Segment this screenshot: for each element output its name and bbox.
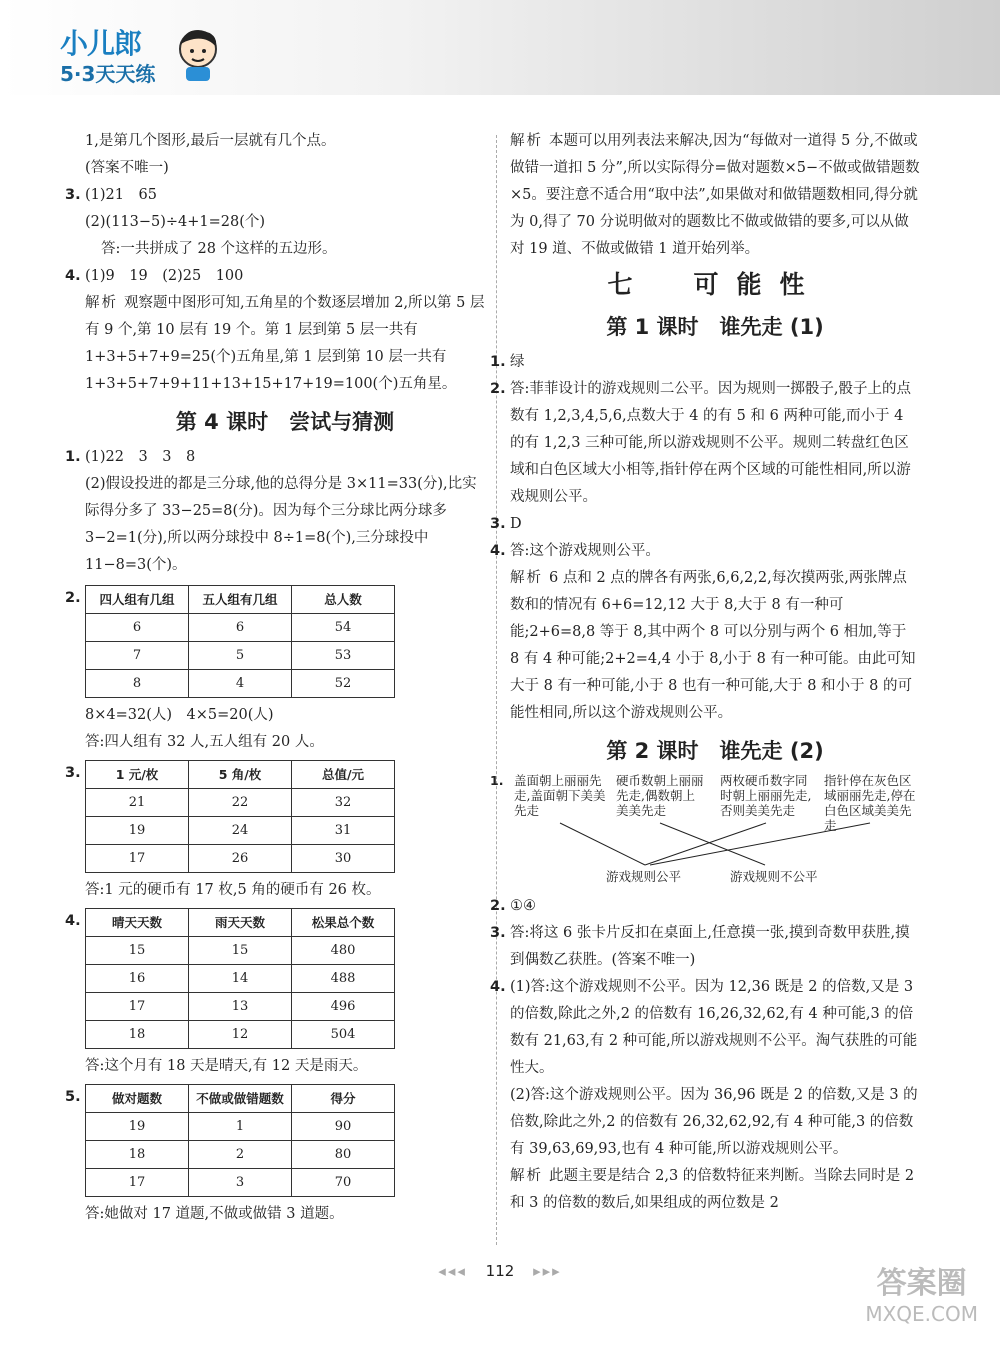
question-4 xyxy=(490,538,920,565)
table-header: 5 角/枚 xyxy=(189,761,292,789)
answer-text: 8×4=32(人) 4×5=20(人) xyxy=(85,707,274,723)
question-number: 4. xyxy=(65,268,81,284)
answer-text: 答:一共拼成了 28 个这样的五边形。 xyxy=(101,241,337,257)
table-cell: 488 xyxy=(292,965,395,993)
table-cell: 496 xyxy=(292,993,395,1021)
mascot-icon xyxy=(172,25,224,83)
question-number: 4. xyxy=(490,979,506,995)
question-4b xyxy=(490,974,920,1082)
table-header: 松果总个数 xyxy=(292,909,395,937)
table-cell: 32 xyxy=(292,789,395,817)
table-cell: 5 xyxy=(189,642,292,670)
analysis-label: 解析 xyxy=(510,133,543,149)
table-row xyxy=(86,1021,395,1049)
table-cell: 70 xyxy=(292,1169,395,1197)
table-row xyxy=(86,642,395,670)
table-cell: 15 xyxy=(189,937,292,965)
left-column xyxy=(65,128,485,1228)
question-number: 2. xyxy=(65,590,81,606)
question-number: 5. xyxy=(65,1089,81,1105)
table-header: 四人组有几组 xyxy=(86,586,189,614)
analysis xyxy=(510,128,920,263)
answer-text: 答:她做对 17 道题,不做或做错 3 道题。 xyxy=(85,1206,344,1222)
table-cell: 22 xyxy=(189,789,292,817)
table-cell: 8 xyxy=(86,670,189,698)
analysis-text: 本题可以用列表法来解决,因为“每做对一道得 5 分,不做或做错一道扣 5 分”,所以实际得分=做对题数×5−不做或做错题数×5。要注意不适合用“取中法”,如果做对和做错题数相同,得分就为 0,得了 70 分说明做对的题数比不做或做错的要多,可以从做对 19 道、不做或做错 1 道开始列举。 xyxy=(510,133,920,257)
diagram-case-2: 硬币数朝上丽丽先走,偶数朝上美美先走 xyxy=(616,773,704,818)
table-header: 总值/元 xyxy=(292,761,395,789)
analysis-label: 解析 xyxy=(510,1168,543,1184)
question-number: 4. xyxy=(65,913,81,929)
lesson-title: 第 1 课时 谁先走 (1) xyxy=(606,315,824,339)
table-cell: 480 xyxy=(292,937,395,965)
table-cell: 19 xyxy=(86,817,189,845)
table-header-row xyxy=(86,586,395,614)
table-row xyxy=(86,817,395,845)
table-cell: 1 xyxy=(189,1113,292,1141)
table-cell: 12 xyxy=(189,1021,292,1049)
table-cell: 17 xyxy=(86,1169,189,1197)
question-number: 4. xyxy=(490,543,506,559)
question-number: 3. xyxy=(490,516,506,532)
answer-text: (1)21 65 xyxy=(85,187,157,203)
matching-diagram xyxy=(490,773,920,893)
question-number: 3. xyxy=(65,765,81,781)
table-header: 做对题数 xyxy=(86,1085,189,1113)
answer-table xyxy=(85,1084,395,1197)
lesson-title: 第 4 课时 尝试与猜测 xyxy=(175,410,395,434)
diagram-case-4: 指针停在灰色区域丽丽先走,停在白色区域美美先走 xyxy=(824,773,916,833)
table-cell: 13 xyxy=(189,993,292,1021)
column-divider xyxy=(496,135,497,1245)
question-number: 1. xyxy=(490,773,504,788)
question-number: 3. xyxy=(65,187,81,203)
table-cell: 80 xyxy=(292,1141,395,1169)
table-header: 总人数 xyxy=(292,586,395,614)
fair-label: 游戏规则公平 xyxy=(606,869,682,884)
watermark-url: MXQE.COM xyxy=(865,1302,978,1326)
question-1 xyxy=(65,444,485,471)
analysis-text: 6 点和 2 点的牌各有两张,6,6,2,2,每次摸两张,两张牌点数和的情况有 6+6=12,12 大于 8,大于 8 有一种可能;2+6=8,8 等于 8,其中两个 8 可以分别与两个 6 相加,等于 8 有 4 种可能;2+2=4,4 小于 8,小于 8 有一种可能。由此可知大于 8 有一种可能,小于 8 也有一种可能,大于 8 和小于 8 的可能性相同,所以这个游戏规则公平。 xyxy=(510,570,916,721)
answer-text: 答:四人组有 32 人,五人组有 20 人。 xyxy=(85,734,324,750)
diagram-case-1: 盖面朝上丽丽先走,盖面朝下美美先走 xyxy=(514,773,606,818)
question-2 xyxy=(490,376,920,511)
question-3 xyxy=(490,511,920,538)
answer-text: D xyxy=(510,516,522,532)
table-cell: 6 xyxy=(86,614,189,642)
table-row xyxy=(86,1141,395,1169)
table-header-row xyxy=(86,909,395,937)
answer-table xyxy=(85,760,395,873)
answer-text: 答:菲菲设计的游戏规则二公平。因为规则一掷骰子,骰子上的点数有 1,2,3,4,5,6,点数大于 4 的有 5 和 6 两种可能,而小于 4 的有 1,2,3 三种可能,所以游戏规则不公平。规则二转盘红色区域和白色区域大小相等,指针停在两个区域的可能性相同,所以游戏规则公平。 xyxy=(510,381,911,505)
table-row xyxy=(86,1113,395,1141)
table-cell: 7 xyxy=(86,642,189,670)
table-row xyxy=(86,965,395,993)
brand-series: 5·3天天练 xyxy=(60,62,156,86)
answer-table xyxy=(85,585,395,698)
table-cell: 31 xyxy=(292,817,395,845)
table-cell: 26 xyxy=(189,845,292,873)
answer-text: (2)答:这个游戏规则公平。因为 36,96 既是 2 的倍数,又是 3 的倍数,除此之外,2 的倍数有 26,32,62,92,有 4 种可能,3 的倍数有 39,63,69,93,也有 4 种可能,所以游戏规则公平。 xyxy=(510,1087,918,1157)
answer-text: (1)答:这个游戏规则不公平。因为 12,36 既是 2 的倍数,又是 3 的倍数,除此之外,2 的倍数有 16,26,32,62,有 4 种可能,3 的倍数有 21,63,有 2 种可能,所以游戏规则不公平。淘气获胜的可能性大。 xyxy=(510,979,918,1076)
question-2 xyxy=(65,585,485,698)
table-cell: 54 xyxy=(292,614,395,642)
table-cell: 4 xyxy=(189,670,292,698)
table-row xyxy=(86,1169,395,1197)
question-3b xyxy=(65,760,485,873)
table-header: 五人组有几组 xyxy=(189,586,292,614)
question-number: 2. xyxy=(490,898,506,914)
answer-text: 答:1 元的硬币有 17 枚,5 角的硬币有 26 枚。 xyxy=(85,882,381,898)
page-number: 112 xyxy=(485,1262,515,1280)
brand-name: 小儿郎 xyxy=(60,27,142,60)
answer-text: (1)22 3 3 8 xyxy=(85,449,196,465)
table-cell: 18 xyxy=(86,1141,189,1169)
diagram-case-3: 两枚硬币数字同时朝上丽丽先走,否则美美先走 xyxy=(720,773,812,818)
page-footer xyxy=(0,1262,1000,1280)
watermark-title: 答案圈 xyxy=(876,1266,967,1301)
answer-table xyxy=(85,908,395,1049)
table-cell: 3 xyxy=(189,1169,292,1197)
analysis xyxy=(510,565,920,727)
connector-lines xyxy=(510,821,920,869)
unfair-label: 游戏规则不公平 xyxy=(730,869,818,884)
table-cell: 16 xyxy=(86,965,189,993)
table-header: 晴天天数 xyxy=(86,909,189,937)
analysis-text: 观察题中图形可知,五角星的个数逐层增加 2,所以第 5 层有 9 个,第 10 层有 19 个。第 1 层到第 5 层一共有 1+3+5+7+9=25(个)五角星,第 1 层到第 10 层一共有 1+3+5+7+9+11+13+15+17+19=100(个)五角星。 xyxy=(85,295,485,392)
table-header-row xyxy=(86,761,395,789)
table-row xyxy=(86,845,395,873)
answer-text: 答:将这 6 张卡片反扣在桌面上,任意摸一张,摸到奇数甲获胜,摸到偶数乙获胜。(答案不唯一) xyxy=(510,925,910,968)
table-cell: 6 xyxy=(189,614,292,642)
table-row xyxy=(86,670,395,698)
table-header: 不做或做错题数 xyxy=(189,1085,292,1113)
question-4b xyxy=(65,908,485,1049)
question-3 xyxy=(65,182,485,209)
right-column xyxy=(490,128,920,1217)
table-cell: 18 xyxy=(86,1021,189,1049)
table-cell: 21 xyxy=(86,789,189,817)
analysis-text: 此题主要是结合 2,3 的倍数特征来判断。当除去同时是 2 和 3 的倍数的数后,如果组成的两位数是 2 xyxy=(510,1168,915,1211)
table-header: 1 元/枚 xyxy=(86,761,189,789)
brand-logo xyxy=(60,22,155,87)
answer-text: (2)(113−5)÷4+1=28(个) xyxy=(85,214,266,230)
table-header-row xyxy=(86,1085,395,1113)
text-line: 1,是第几个图形,最后一层就有几个点。 xyxy=(85,133,336,149)
watermark xyxy=(865,1258,978,1326)
prev-arrows-icon: ◂◂◂ xyxy=(438,1262,467,1280)
chapter-title: 七 可能性 xyxy=(607,270,823,299)
answer-text: 答:这个月有 18 天是晴天,有 12 天是雨天。 xyxy=(85,1058,368,1074)
table-cell: 19 xyxy=(86,1113,189,1141)
table-cell: 15 xyxy=(86,937,189,965)
table-cell: 17 xyxy=(86,845,189,873)
text-line: (答案不唯一) xyxy=(85,160,169,176)
question-number: 2. xyxy=(490,381,506,397)
question-1 xyxy=(490,349,920,376)
table-row xyxy=(86,614,395,642)
analysis-label: 解析 xyxy=(510,570,543,586)
answer-text: 答:这个游戏规则公平。 xyxy=(510,543,660,559)
question-3b xyxy=(490,920,920,974)
next-arrows-icon: ▸▸▸ xyxy=(533,1262,562,1280)
question-number: 1. xyxy=(490,354,506,370)
question-5 xyxy=(65,1084,485,1197)
table-cell: 14 xyxy=(189,965,292,993)
table-cell: 52 xyxy=(292,670,395,698)
question-4 xyxy=(65,263,485,290)
table-row xyxy=(86,993,395,1021)
table-cell: 24 xyxy=(189,817,292,845)
table-row xyxy=(86,789,395,817)
table-cell: 53 xyxy=(292,642,395,670)
analysis xyxy=(510,1163,920,1217)
table-cell: 17 xyxy=(86,993,189,1021)
page-header xyxy=(0,0,1000,95)
table-header: 得分 xyxy=(292,1085,395,1113)
lesson-title: 第 2 课时 谁先走 (2) xyxy=(606,739,824,763)
answer-text: 绿 xyxy=(510,354,525,370)
question-number: 1. xyxy=(65,449,81,465)
table-header: 雨天天数 xyxy=(189,909,292,937)
answer-text: ①④ xyxy=(510,898,536,914)
table-cell: 2 xyxy=(189,1141,292,1169)
question-2b xyxy=(490,893,920,920)
table-row xyxy=(86,937,395,965)
analysis-label: 解析 xyxy=(85,295,118,311)
question-number: 3. xyxy=(490,925,506,941)
answer-text: (1)9 19 (2)25 100 xyxy=(85,268,244,284)
table-cell: 30 xyxy=(292,845,395,873)
answer-text: (2)假设投进的都是三分球,他的总得分是 3×11=33(分),比实际得分多了 33−25=8(分)。因为每个三分球比两分球多 3−2=1(分),所以两分球投中 8÷1=8(个),三分球投中 11−8=3(个)。 xyxy=(85,476,477,573)
table-cell: 90 xyxy=(292,1113,395,1141)
table-cell: 504 xyxy=(292,1021,395,1049)
analysis xyxy=(85,290,485,398)
